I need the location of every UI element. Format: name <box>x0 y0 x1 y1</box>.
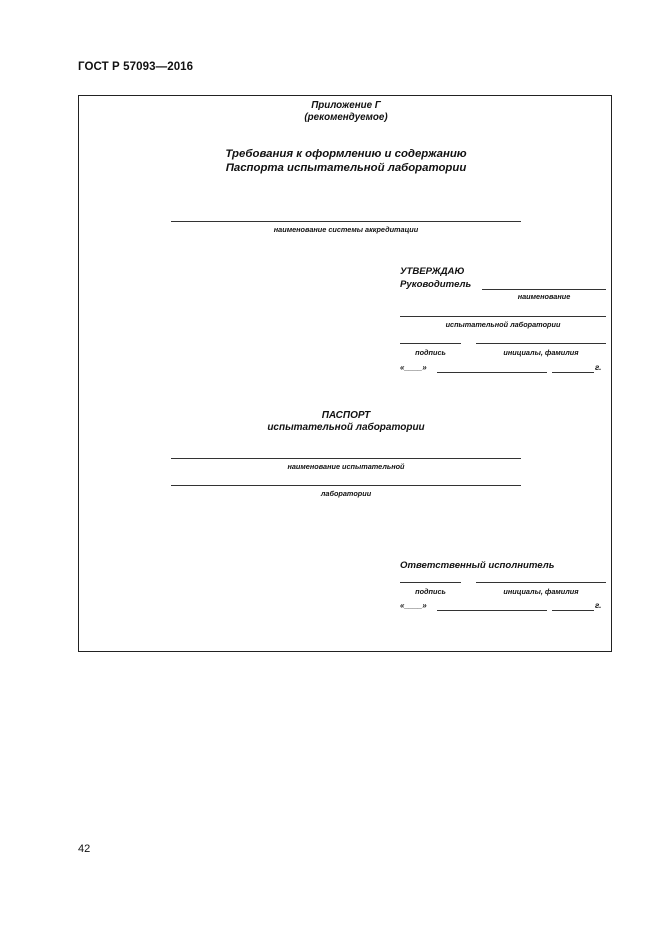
requirements-title-line-2: Паспорта испытательной лаборатории <box>225 162 467 174</box>
passport-title: ПАСПОРТ <box>321 410 371 421</box>
approval-signature-line <box>400 343 461 344</box>
approval-signature-caption: подпись <box>415 348 446 357</box>
responsible-initials-caption: инициалы, фамилия <box>503 587 579 596</box>
approval-name-caption: наименование <box>517 292 571 301</box>
responsible-date-day: «____» <box>400 601 427 610</box>
head-label: Руководитель <box>400 279 472 290</box>
approval-year-suffix: г. <box>595 363 602 372</box>
page-number: 42 <box>78 843 91 855</box>
appendix-title: Приложение Г <box>311 100 381 111</box>
appendix-note: (рекомендуемое) <box>304 112 388 123</box>
responsible-title: Ответственный исполнитель <box>400 560 555 571</box>
lab-name-line <box>400 316 606 317</box>
passport-name-caption: наименование испытательной <box>287 462 405 471</box>
responsible-year-suffix: г. <box>595 601 602 610</box>
responsible-date-year-line <box>552 610 594 611</box>
passport-lab-name-line-1 <box>171 458 521 459</box>
responsible-date-month-line <box>437 610 547 611</box>
approve-label: УТВЕРЖДАЮ <box>400 266 465 277</box>
approval-date-year-line <box>552 372 594 373</box>
approval-lab-caption: испытательной лаборатории <box>445 320 561 329</box>
approval-date-month-line <box>437 372 547 373</box>
passport-subtitle: испытательной лаборатории <box>267 422 425 433</box>
accreditation-system-caption: наименование системы аккредитации <box>273 225 419 234</box>
requirements-title-line-1: Требования к оформлению и содержанию <box>225 148 467 160</box>
approval-date-day: «____» <box>400 363 427 372</box>
responsible-initials-line <box>476 582 606 583</box>
accreditation-system-line <box>171 221 521 222</box>
document-code: ГОСТ Р 57093—2016 <box>78 61 194 73</box>
head-name-line <box>482 289 606 290</box>
passport-lab-caption: лаборатории <box>320 489 372 498</box>
responsible-signature-caption: подпись <box>415 587 446 596</box>
responsible-signature-line <box>400 582 461 583</box>
passport-lab-name-line-2 <box>171 485 521 486</box>
approval-initials-line <box>476 343 606 344</box>
appendix-frame <box>78 95 612 652</box>
approval-initials-caption: инициалы, фамилия <box>503 348 579 357</box>
